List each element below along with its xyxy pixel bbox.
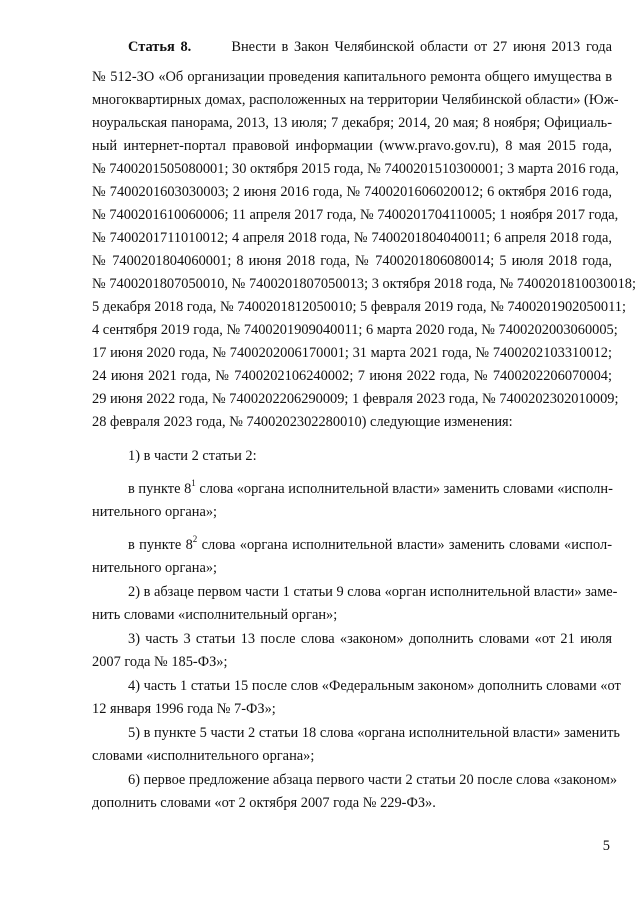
item-1b-prefix: в пункте 8 — [128, 537, 193, 553]
item-4-continuation: 12 января 1996 года № 7-ФЗ»; — [92, 701, 276, 717]
item-5-continuation: словами «исполнительного органа»; — [92, 748, 315, 764]
page-number: 5 — [602, 838, 610, 854]
article-line: № 7400201505080001; 30 октября 2015 года, № 7400201510300001; 3 марта 2016 года, — [92, 161, 619, 177]
article-heading-line — [128, 38, 612, 56]
article-line: 5 декабря 2018 года, № 7400201812050010; 5 февраля 2019 года, № 7400201902050011; — [92, 299, 626, 315]
item-1b-continuation: нительного органа»; — [92, 560, 218, 576]
item-1b-sup: 2 — [192, 534, 198, 545]
item-4: 4) часть 1 статьи 15 после слов «Федеральным законом» дополнить словами «от — [128, 678, 621, 694]
item-6: 6) первое предложение абзаца первого части 2 статьи 20 после слова «законом» — [128, 772, 618, 788]
item-1a-text: слова «органа исполнительной власти» заменить словами «исполн- — [195, 481, 613, 497]
article-line: 17 июня 2020 года, № 7400202006170001; 31 марта 2021 года, № 7400202103310012; — [92, 345, 612, 361]
article-line: 4 сентября 2019 года, № 7400201909040011; 6 марта 2020 года, № 7400202003060005; — [92, 322, 618, 338]
article-text: Внести в Закон Челябинской области от 27 июня 2013 года — [231, 39, 613, 55]
item-6-continuation: дополнить словами «от 2 октября 2007 года № 229-ФЗ». — [92, 795, 436, 811]
article-line: № 7400201804060001; 8 июня 2018 года, № 7400201806080014; 5 июля 2018 года, — [92, 253, 612, 269]
article-line: 29 июня 2022 года, № 7400202206290009; 1 февраля 2023 года, № 7400202302010009; — [92, 391, 619, 407]
article-line: № 7400201603030003; 2 июня 2016 года, № 7400201606020012; 6 октября 2016 года, — [92, 184, 612, 200]
item-3: 3) часть 3 статьи 13 после слова «законом» дополнить словами «от 21 июля — [128, 631, 612, 647]
article-line: № 512-ЗО «Об организации проведения капитального ремонта общего имущества в — [92, 69, 612, 85]
item-1a-sup: 1 — [191, 478, 196, 489]
article-line: ноуральская панорама, 2013, 13 июля; 7 декабря; 2014, 20 мая; 8 ноября; Официаль- — [92, 115, 612, 131]
article-line: ный интернет-портал правовой информации (www.pravo.gov.ru), 8 мая 2015 года, — [92, 138, 612, 154]
item-2: 2) в абзаце первом части 1 статьи 9 слова «орган исполнительной власти» заме- — [128, 584, 618, 600]
item-1b-text: слова «органа исполнительной власти» заменить словами «испол- — [197, 537, 612, 553]
item-1a-prefix: в пункте 8 — [128, 481, 192, 497]
item-3-continuation: 2007 года № 185-ФЗ»; — [92, 654, 228, 670]
article-line: № 7400201711010012; 4 апреля 2018 года, № 7400201804040011; 6 апреля 2018 года, — [92, 230, 612, 246]
item-1a-continuation: нительного органа»; — [92, 504, 218, 520]
article-line: 24 июня 2021 года, № 7400202106240002; 7 июня 2022 года, № 7400202206070004; — [92, 368, 612, 384]
article-line: № 7400201807050010, № 7400201807050013; 3 октября 2018 года, № 7400201810030018; — [92, 276, 636, 292]
item-5: 5) в пункте 5 части 2 статьи 18 слова «органа исполнительной власти» заменить — [128, 725, 620, 741]
article-line: 28 февраля 2023 года, № 7400202302280010) следующие изменения: — [92, 414, 513, 430]
item-2-continuation: нить словами «исполнительный орган»; — [92, 607, 338, 623]
article-label: Статья 8. — [128, 39, 192, 55]
item-1: 1) в части 2 статьи 2: — [128, 448, 257, 464]
item-1b — [128, 536, 612, 554]
article-line: № 7400201610060006; 11 апреля 2017 года, № 7400201704110005; 1 ноября 2017 года, — [92, 207, 619, 223]
article-line: многоквартирных домах, расположенных на территории Челябинской области» (Юж- — [92, 92, 619, 108]
item-1a — [128, 480, 612, 498]
